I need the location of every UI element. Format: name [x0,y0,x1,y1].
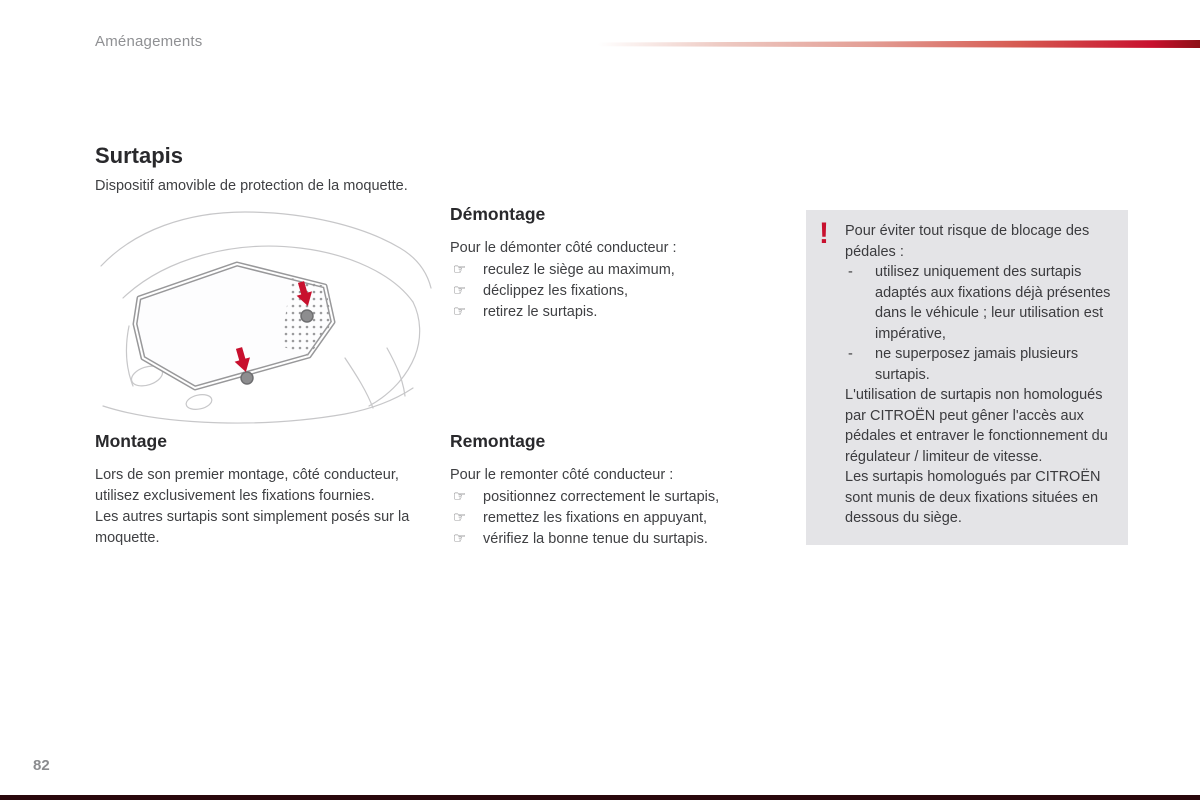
list-item-text: remettez les fixations en appuyant, [483,510,708,526]
section-heading-remontage: Remontage [450,431,546,451]
list-item-text: reculez le siège au maximum, [483,262,675,278]
list-item [450,260,788,281]
list-item-text: déclippez les fixations, [483,283,629,299]
pointer-hand-icon: ☞ [453,304,466,320]
section-intro: Pour le démonter côté conducteur : [450,240,677,256]
fixation-point [301,310,313,322]
warning-list-item [845,344,1116,385]
pointer-hand-icon: ☞ [453,510,466,526]
page-number: 82 [33,757,50,774]
list-item [450,281,788,302]
fixation-point [241,372,253,384]
list-item-text: vérifiez la bonne tenue du surtapis. [483,531,708,547]
section-paragraph: Les autres surtapis sont simplement posés sur la moquette. [95,509,410,546]
warning-item-text: utilisez uniquement des surtapis adaptés aux fixations déjà présentes dans le véhicule ; leur utilisation est impérative, [875,264,1111,342]
list-item-text: retirez le surtapis. [483,304,598,320]
warning-list-item [845,262,1116,344]
pointer-hand-icon: ☞ [453,489,466,505]
pointer-hand-icon: ☞ [453,531,466,547]
list-item [450,487,788,508]
warning-intro: Pour éviter tout risque de blocage des pédales : [845,223,1090,260]
section-paragraph: Lors de son premier montage, côté conducteur, utilisez exclusivement les fixations fournies. [95,467,399,504]
list-item [450,508,788,529]
warning-box [806,210,1128,545]
section-montage [95,431,433,549]
instruction-list [450,260,788,323]
list-item [450,529,788,550]
dash-bullet: - [848,346,853,362]
warning-paragraph: L'utilisation de surtapis non homologués par CITROËN peut gêner l'accès aux pédales et entraver le fonctionnement du régulateur / limiteur de vitesse. [845,387,1108,465]
floor-mat-illustration [95,206,433,432]
list-item [450,302,788,323]
top-red-stripe [598,40,1200,48]
page-title: Surtapis [95,143,184,168]
instruction-list [450,487,788,550]
running-header: Aménagements [95,33,203,50]
section-heading-montage: Montage [95,431,167,451]
warning-content [845,221,1116,529]
list-item-text: positionnez correctement le surtapis, [483,489,720,505]
section-heading-demontage: Démontage [450,204,546,224]
section-intro: Pour le remonter côté conducteur : [450,467,674,483]
warning-exclamation-icon: ! [819,217,829,250]
floor-mat-drawing [95,206,433,432]
pointer-hand-icon: ☞ [453,283,466,299]
section-remontage [450,431,788,550]
warning-paragraph: Les surtapis homologués par CITROËN sont munis de deux fixations situées en dessous du siège. [845,469,1101,526]
warning-item-text: ne superposez jamais plusieurs surtapis. [875,346,1079,383]
page-subtitle: Dispositif amovible de protection de la moquette. [95,178,408,194]
dash-bullet: - [848,264,853,280]
section-demontage [450,204,788,323]
bottom-red-bar [0,795,1200,800]
pointer-hand-icon: ☞ [453,262,466,278]
